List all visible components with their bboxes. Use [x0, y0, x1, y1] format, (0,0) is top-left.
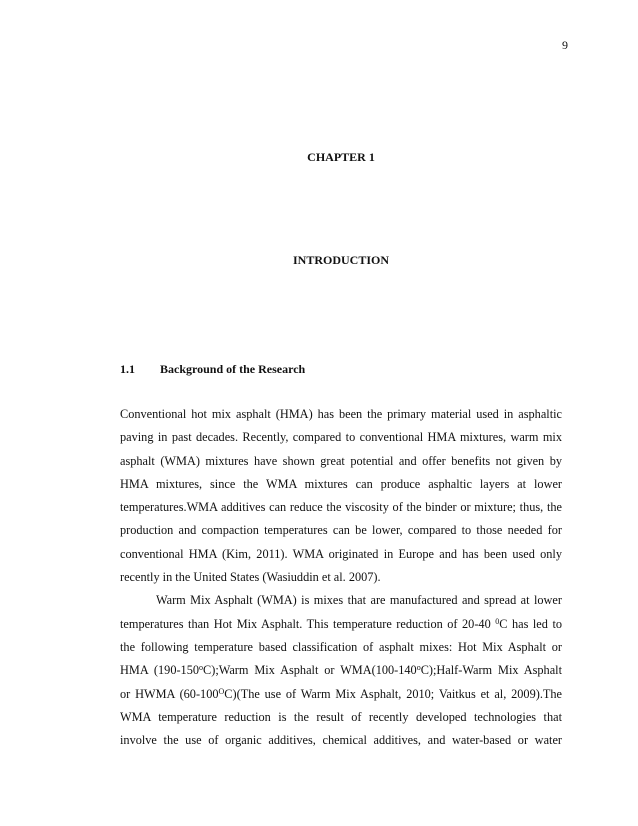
superscript: 0	[495, 616, 500, 626]
body-text	[120, 403, 562, 752]
paragraph-line	[120, 683, 562, 706]
text-run: temperatures than Hot Mix Asphalt. This temperature reduction of 20-40	[120, 616, 496, 631]
text-run: or HWMA (60-100	[120, 686, 219, 701]
section-heading	[120, 362, 305, 377]
paragraph-line: temperatures.WMA additives can reduce the viscosity of the binder or mixture; thus, the	[120, 500, 562, 515]
text-run: C has led to	[499, 616, 563, 631]
superscript: O	[218, 686, 225, 696]
paragraph-line: involve the use of organic additives, chemical additives, and water-based or water	[120, 733, 562, 748]
text-run: C);Warm Mix Asphalt or WMA(100-140	[203, 663, 417, 678]
section-number: 1.1	[120, 362, 135, 376]
text-run: C);Half-Warm Mix Asphalt	[420, 663, 562, 678]
text-run: HMA (190-150	[120, 663, 200, 678]
superscript: o	[416, 663, 421, 673]
superscript: o	[199, 663, 204, 673]
paragraph-line: Warm Mix Asphalt (WMA) is mixes that are manufactured and spread at lower	[156, 593, 562, 608]
text-run: C)(The use of Warm Mix Asphalt, 2010; Vaitkus et al, 2009).The	[224, 686, 563, 701]
chapter-heading: CHAPTER 1	[307, 150, 375, 164]
paragraph-line: recently in the United States (Wasiuddin et al. 2007).	[120, 570, 381, 585]
paragraph-line: HMA mixtures, since the WMA mixtures can produce asphaltic layers at lower	[120, 476, 562, 491]
paragraph-line: WMA temperature reduction is the result of recently developed technologies that	[120, 709, 562, 724]
page-number: 9	[562, 38, 568, 52]
chapter-title: INTRODUCTION	[292, 253, 389, 267]
paragraph-line: conventional HMA (Kim, 2011). WMA originated in Europe and has been used only	[120, 546, 562, 561]
paragraph-line	[120, 613, 562, 636]
paragraph-line	[120, 659, 562, 682]
paragraph-line: the following temperature based classification of asphalt mixes: Hot Mix Asphalt or	[120, 639, 562, 654]
paragraph-line: asphalt (WMA) mixtures have shown great potential and offer benefits not given by	[120, 453, 562, 468]
paragraph-line: production and compaction temperatures can be lower, compared to those needed for	[120, 523, 562, 538]
paragraph-line: paving in past decades. Recently, compared to conventional HMA mixtures, warm mix	[120, 430, 562, 445]
section-title: Background of the Research	[160, 362, 306, 376]
paragraph-line: Conventional hot mix asphalt (HMA) has been the primary material used in asphaltic	[120, 407, 562, 421]
